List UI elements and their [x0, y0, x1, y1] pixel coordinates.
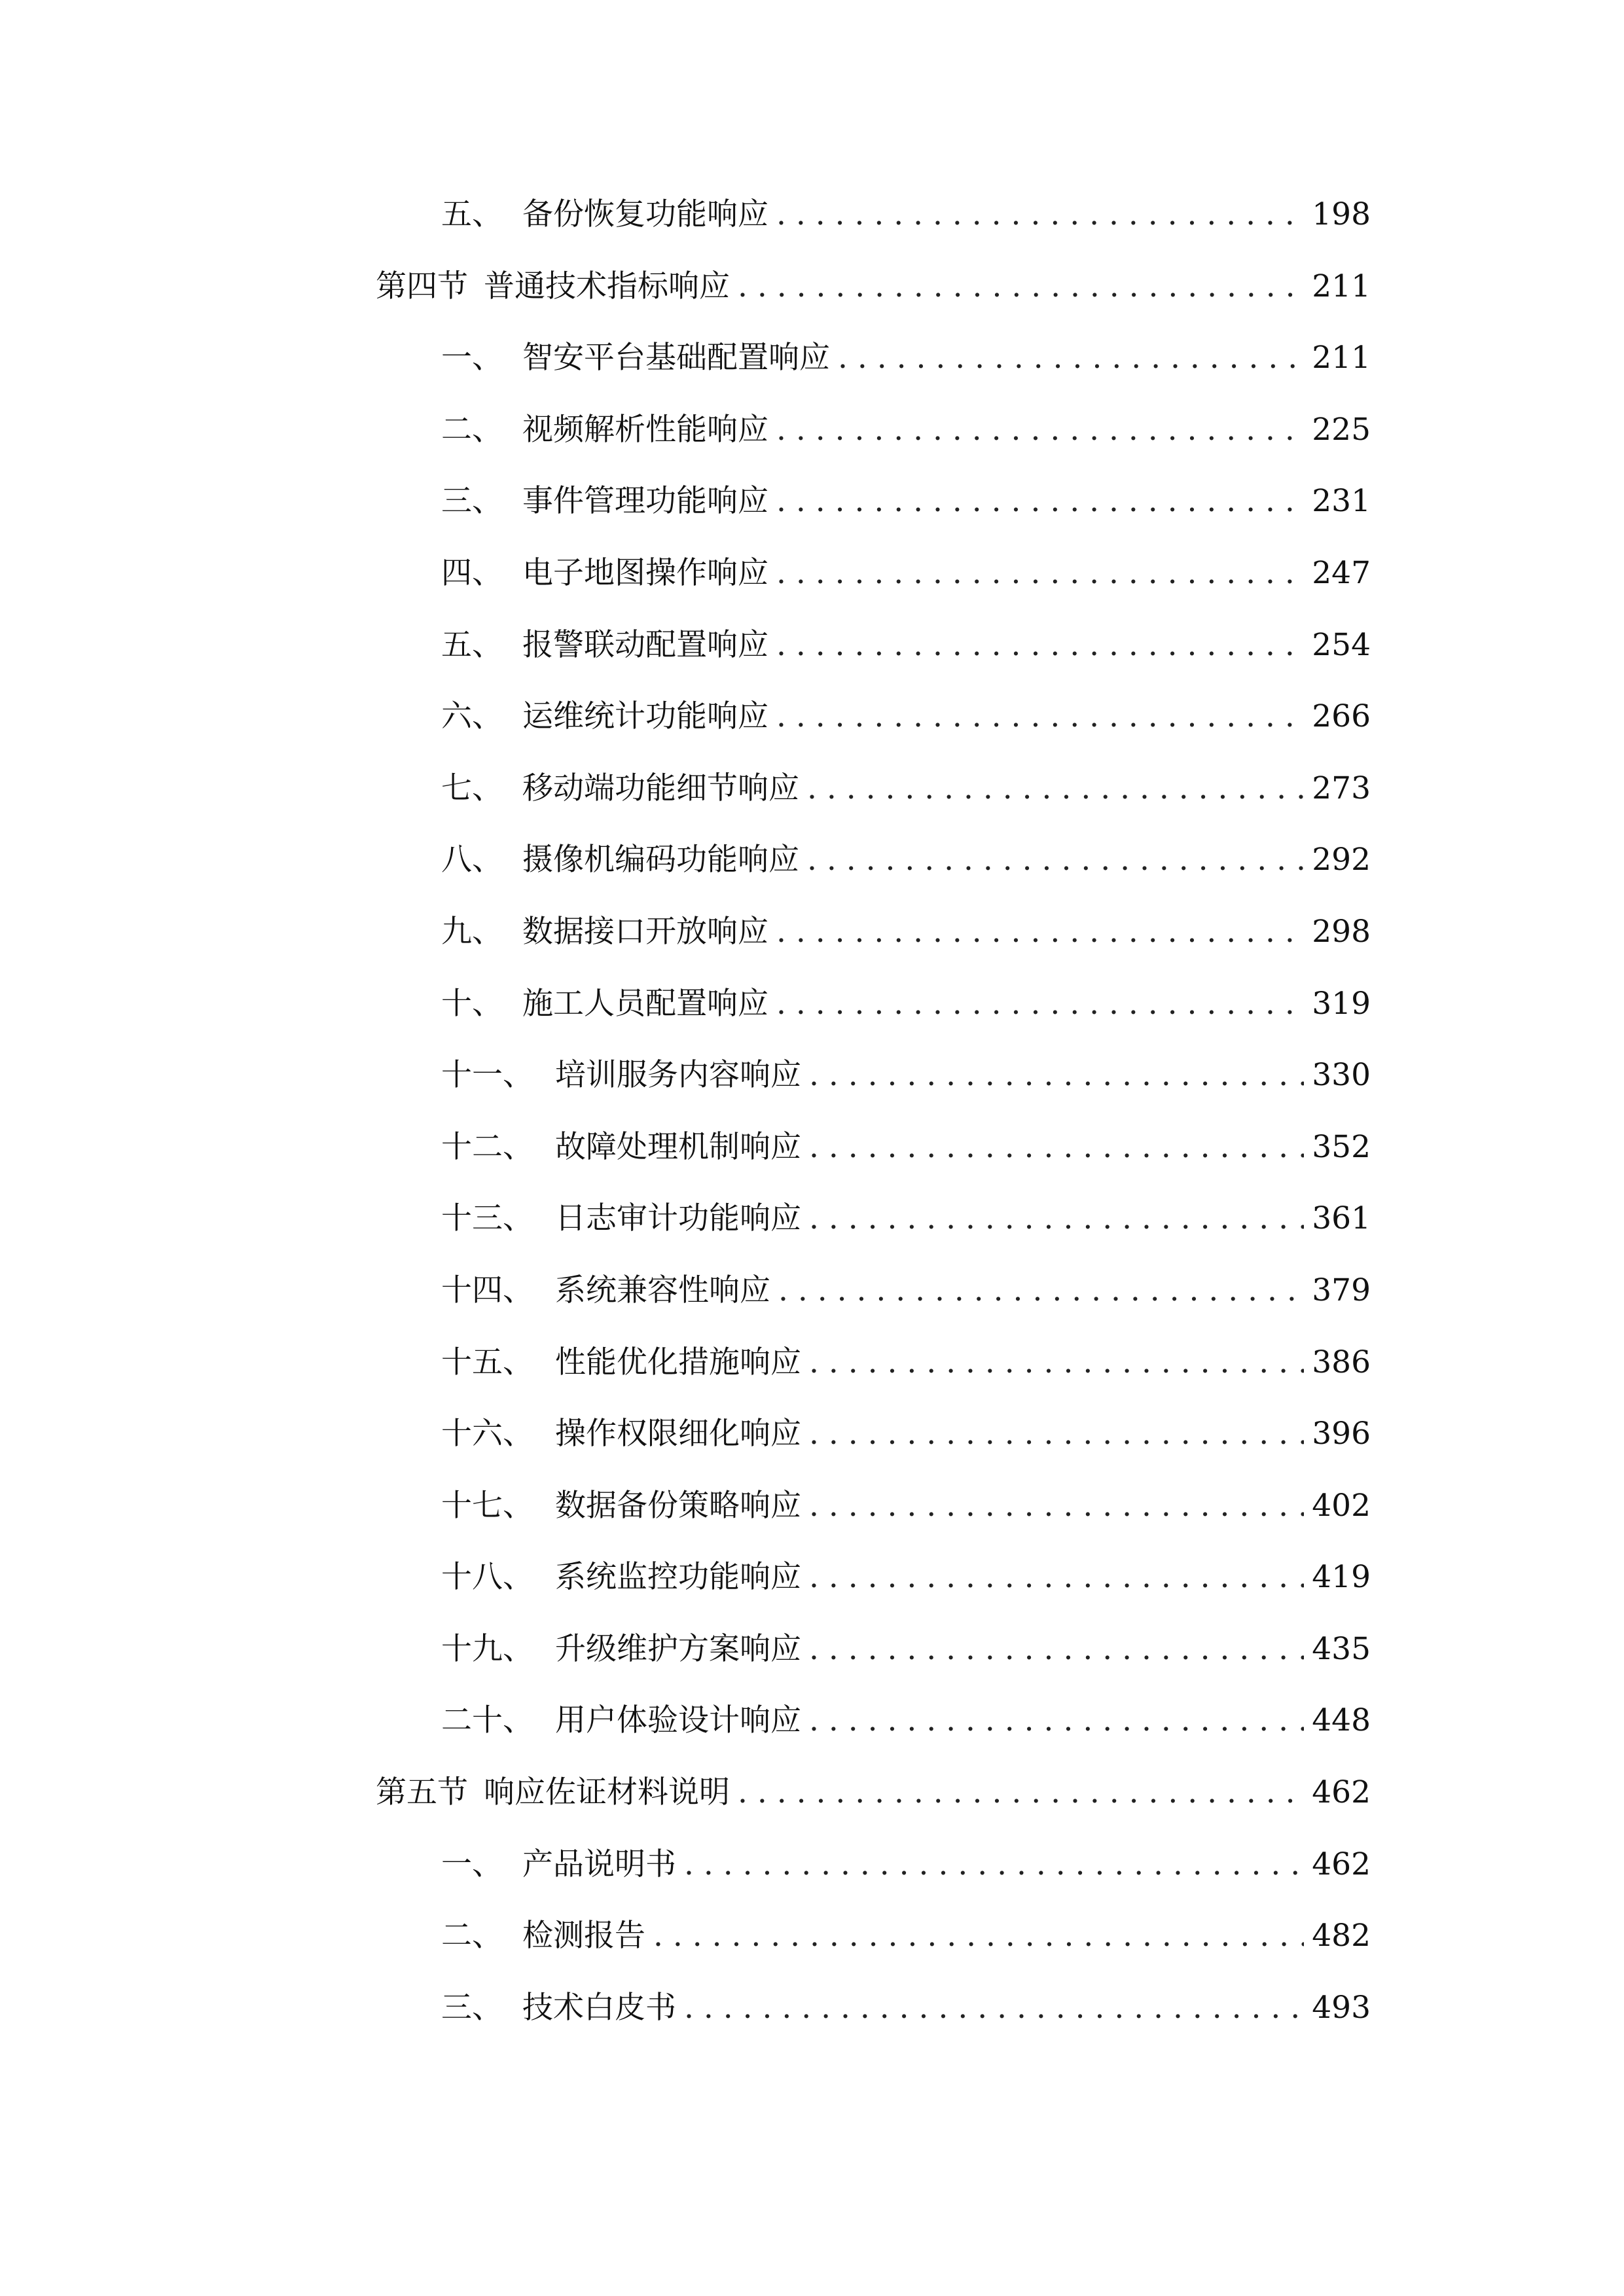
toc-entry-title: 摄像机编码功能响应 [522, 842, 799, 878]
toc-entry-page: 448 [1312, 1702, 1371, 1739]
toc-entry-title: 响应佐证材料说明 [484, 1774, 730, 1811]
toc-entry[interactable] [376, 482, 1371, 554]
toc-entry[interactable] [376, 554, 1371, 626]
toc-entry-number: 十九、 [441, 1630, 533, 1667]
toc-entry-title: 电子地图操作响应 [522, 554, 768, 591]
toc-entry[interactable] [376, 1486, 1371, 1558]
dot-leader [684, 1845, 1304, 1884]
dot-leader [809, 1343, 1304, 1382]
dot-leader [776, 554, 1304, 593]
toc-entry-page: 273 [1312, 770, 1371, 806]
toc-entry-number: 三、 [441, 483, 503, 520]
toc-entry-page: 198 [1312, 196, 1371, 232]
toc-entry-page: 462 [1312, 1846, 1371, 1882]
toc-entry-number: 十、 [441, 985, 503, 1022]
toc-entry[interactable] [376, 338, 1371, 410]
toc-entry-number: 八、 [441, 842, 503, 878]
toc-entry[interactable] [376, 840, 1371, 912]
toc-entry-page: 266 [1312, 698, 1371, 735]
toc-entry-page: 254 [1312, 626, 1371, 663]
toc-entry[interactable] [376, 1845, 1371, 1917]
toc-entry-title: 移动端功能细节响应 [522, 770, 799, 806]
toc-entry-title: 数据备份策略响应 [555, 1487, 801, 1524]
toc-entry-page: 225 [1312, 411, 1371, 448]
dot-leader [653, 1916, 1304, 1956]
dot-leader [809, 1414, 1304, 1454]
toc-entry-page: 330 [1312, 1057, 1371, 1094]
toc-entry[interactable] [376, 984, 1371, 1056]
toc-entry-page: 462 [1312, 1774, 1371, 1811]
dot-leader [809, 1558, 1304, 1597]
toc-entry[interactable] [376, 1701, 1371, 1773]
toc-entry-page: 211 [1312, 340, 1371, 376]
toc-entry[interactable] [376, 1199, 1371, 1271]
toc-entry-page: 482 [1312, 1918, 1371, 1954]
toc-entry-title: 故障处理机制响应 [555, 1128, 801, 1165]
toc-entry-page: 379 [1312, 1272, 1371, 1308]
toc-entry-title: 事件管理功能响应 [522, 483, 768, 520]
toc-entry-number: 二、 [441, 411, 503, 448]
toc-entry-page: 419 [1312, 1559, 1371, 1596]
toc-entry-title: 性能优化措施响应 [555, 1344, 801, 1380]
dot-leader [809, 1128, 1304, 1167]
dot-leader [776, 410, 1304, 450]
toc-entry-number: 第四节 [376, 268, 468, 304]
toc-entry[interactable] [376, 626, 1371, 698]
toc-section-entry[interactable] [376, 1773, 1371, 1845]
toc-entry-page: 402 [1312, 1487, 1371, 1524]
dot-leader [738, 1773, 1304, 1812]
toc-entry-number: 一、 [441, 1846, 503, 1882]
toc-entry-number: 十二、 [441, 1128, 533, 1165]
toc-entry[interactable] [376, 1988, 1371, 2060]
toc-entry-page: 396 [1312, 1416, 1371, 1452]
toc-entry-title: 智安平台基础配置响应 [522, 340, 830, 376]
toc-entry-number: 五、 [441, 196, 503, 232]
dot-leader [776, 912, 1304, 952]
toc-entry[interactable] [376, 1414, 1371, 1486]
toc-entry-number: 十七、 [441, 1487, 533, 1524]
toc-entry-title: 备份恢复功能响应 [522, 196, 768, 232]
toc-entry-title: 视频解析性能响应 [522, 411, 768, 448]
toc-entry-page: 361 [1312, 1200, 1371, 1237]
toc-entry-number: 四、 [441, 554, 503, 591]
toc-entry-title: 普通技术指标响应 [484, 268, 730, 304]
toc-entry-page: 386 [1312, 1344, 1371, 1380]
toc-entry-title: 升级维护方案响应 [555, 1630, 801, 1667]
toc-entry-title: 系统兼容性响应 [555, 1272, 770, 1308]
toc-entry-page: 319 [1312, 985, 1371, 1022]
toc-entry-number: 五、 [441, 626, 503, 663]
dot-leader [809, 1199, 1304, 1238]
toc-entry[interactable] [376, 1558, 1371, 1630]
toc-entry-title: 技术白皮书 [522, 1989, 676, 2026]
toc-entry-number: 三、 [441, 1989, 503, 2026]
toc-entry-number: 七、 [441, 770, 503, 806]
toc-entry-number: 十三、 [441, 1200, 533, 1237]
toc-entry-number: 一、 [441, 340, 503, 376]
toc-entry-number: 第五节 [376, 1774, 468, 1811]
toc-entry-title: 检测报告 [522, 1918, 645, 1954]
toc-entry-page: 292 [1312, 842, 1371, 878]
dot-leader [809, 1486, 1304, 1526]
toc-entry-title: 用户体验设计响应 [555, 1702, 801, 1739]
toc-entry-title: 运维统计功能响应 [522, 698, 768, 735]
toc-entry-page: 211 [1312, 268, 1371, 304]
dot-leader [807, 840, 1304, 880]
toc-entry-title: 报警联动配置响应 [522, 626, 768, 663]
toc-entry[interactable] [376, 1916, 1371, 1988]
toc-entry-number: 二、 [441, 1918, 503, 1954]
dot-leader [776, 482, 1304, 521]
toc-entry-page: 493 [1312, 1989, 1371, 2026]
toc-entry-title: 产品说明书 [522, 1846, 676, 1882]
dot-leader [776, 195, 1304, 234]
dot-leader [838, 338, 1304, 378]
toc-entry[interactable] [376, 1343, 1371, 1415]
toc-entry[interactable] [376, 697, 1371, 769]
toc-entry[interactable] [376, 912, 1371, 984]
toc-entry-page: 298 [1312, 913, 1371, 950]
dot-leader [684, 1988, 1304, 2028]
toc-entry-title: 培训服务内容响应 [555, 1057, 801, 1094]
toc-entry-number: 十四、 [441, 1272, 533, 1308]
toc-entry-page: 231 [1312, 483, 1371, 520]
toc-entry[interactable] [376, 1630, 1371, 1702]
toc-entry-number: 九、 [441, 913, 503, 950]
toc-entry[interactable] [376, 1271, 1371, 1343]
toc-entry-page: 352 [1312, 1128, 1371, 1165]
toc-entry-number: 十一、 [441, 1057, 533, 1094]
toc-entry[interactable] [376, 1128, 1371, 1200]
dot-leader [738, 267, 1304, 306]
toc-entry-page: 435 [1312, 1630, 1371, 1667]
toc-entry-title: 日志审计功能响应 [555, 1200, 801, 1237]
dot-leader [809, 1630, 1304, 1669]
dot-leader [776, 984, 1304, 1024]
toc-entry-number: 六、 [441, 698, 503, 735]
toc-entry-page: 247 [1312, 554, 1371, 591]
toc-entry-title: 操作权限细化响应 [555, 1416, 801, 1452]
toc-entry[interactable] [376, 195, 1371, 267]
toc-entry-number: 十六、 [441, 1416, 533, 1452]
toc-section-entry[interactable] [376, 267, 1371, 339]
toc-entry[interactable] [376, 769, 1371, 841]
dot-leader [776, 697, 1304, 736]
dot-leader [807, 769, 1304, 808]
toc-entry-number: 二十、 [441, 1702, 533, 1739]
toc-entry-title: 数据接口开放响应 [522, 913, 768, 950]
dot-leader [778, 1271, 1304, 1310]
dot-leader [776, 626, 1304, 665]
dot-leader [809, 1701, 1304, 1740]
toc-entry[interactable] [376, 1056, 1371, 1128]
toc-entry-number: 十五、 [441, 1344, 533, 1380]
toc-entry-title: 系统监控功能响应 [555, 1559, 801, 1596]
table-of-contents [376, 195, 1371, 2060]
toc-entry-number: 十八、 [441, 1559, 533, 1596]
toc-entry[interactable] [376, 410, 1371, 482]
toc-entry-title: 施工人员配置响应 [522, 985, 768, 1022]
dot-leader [809, 1056, 1304, 1095]
